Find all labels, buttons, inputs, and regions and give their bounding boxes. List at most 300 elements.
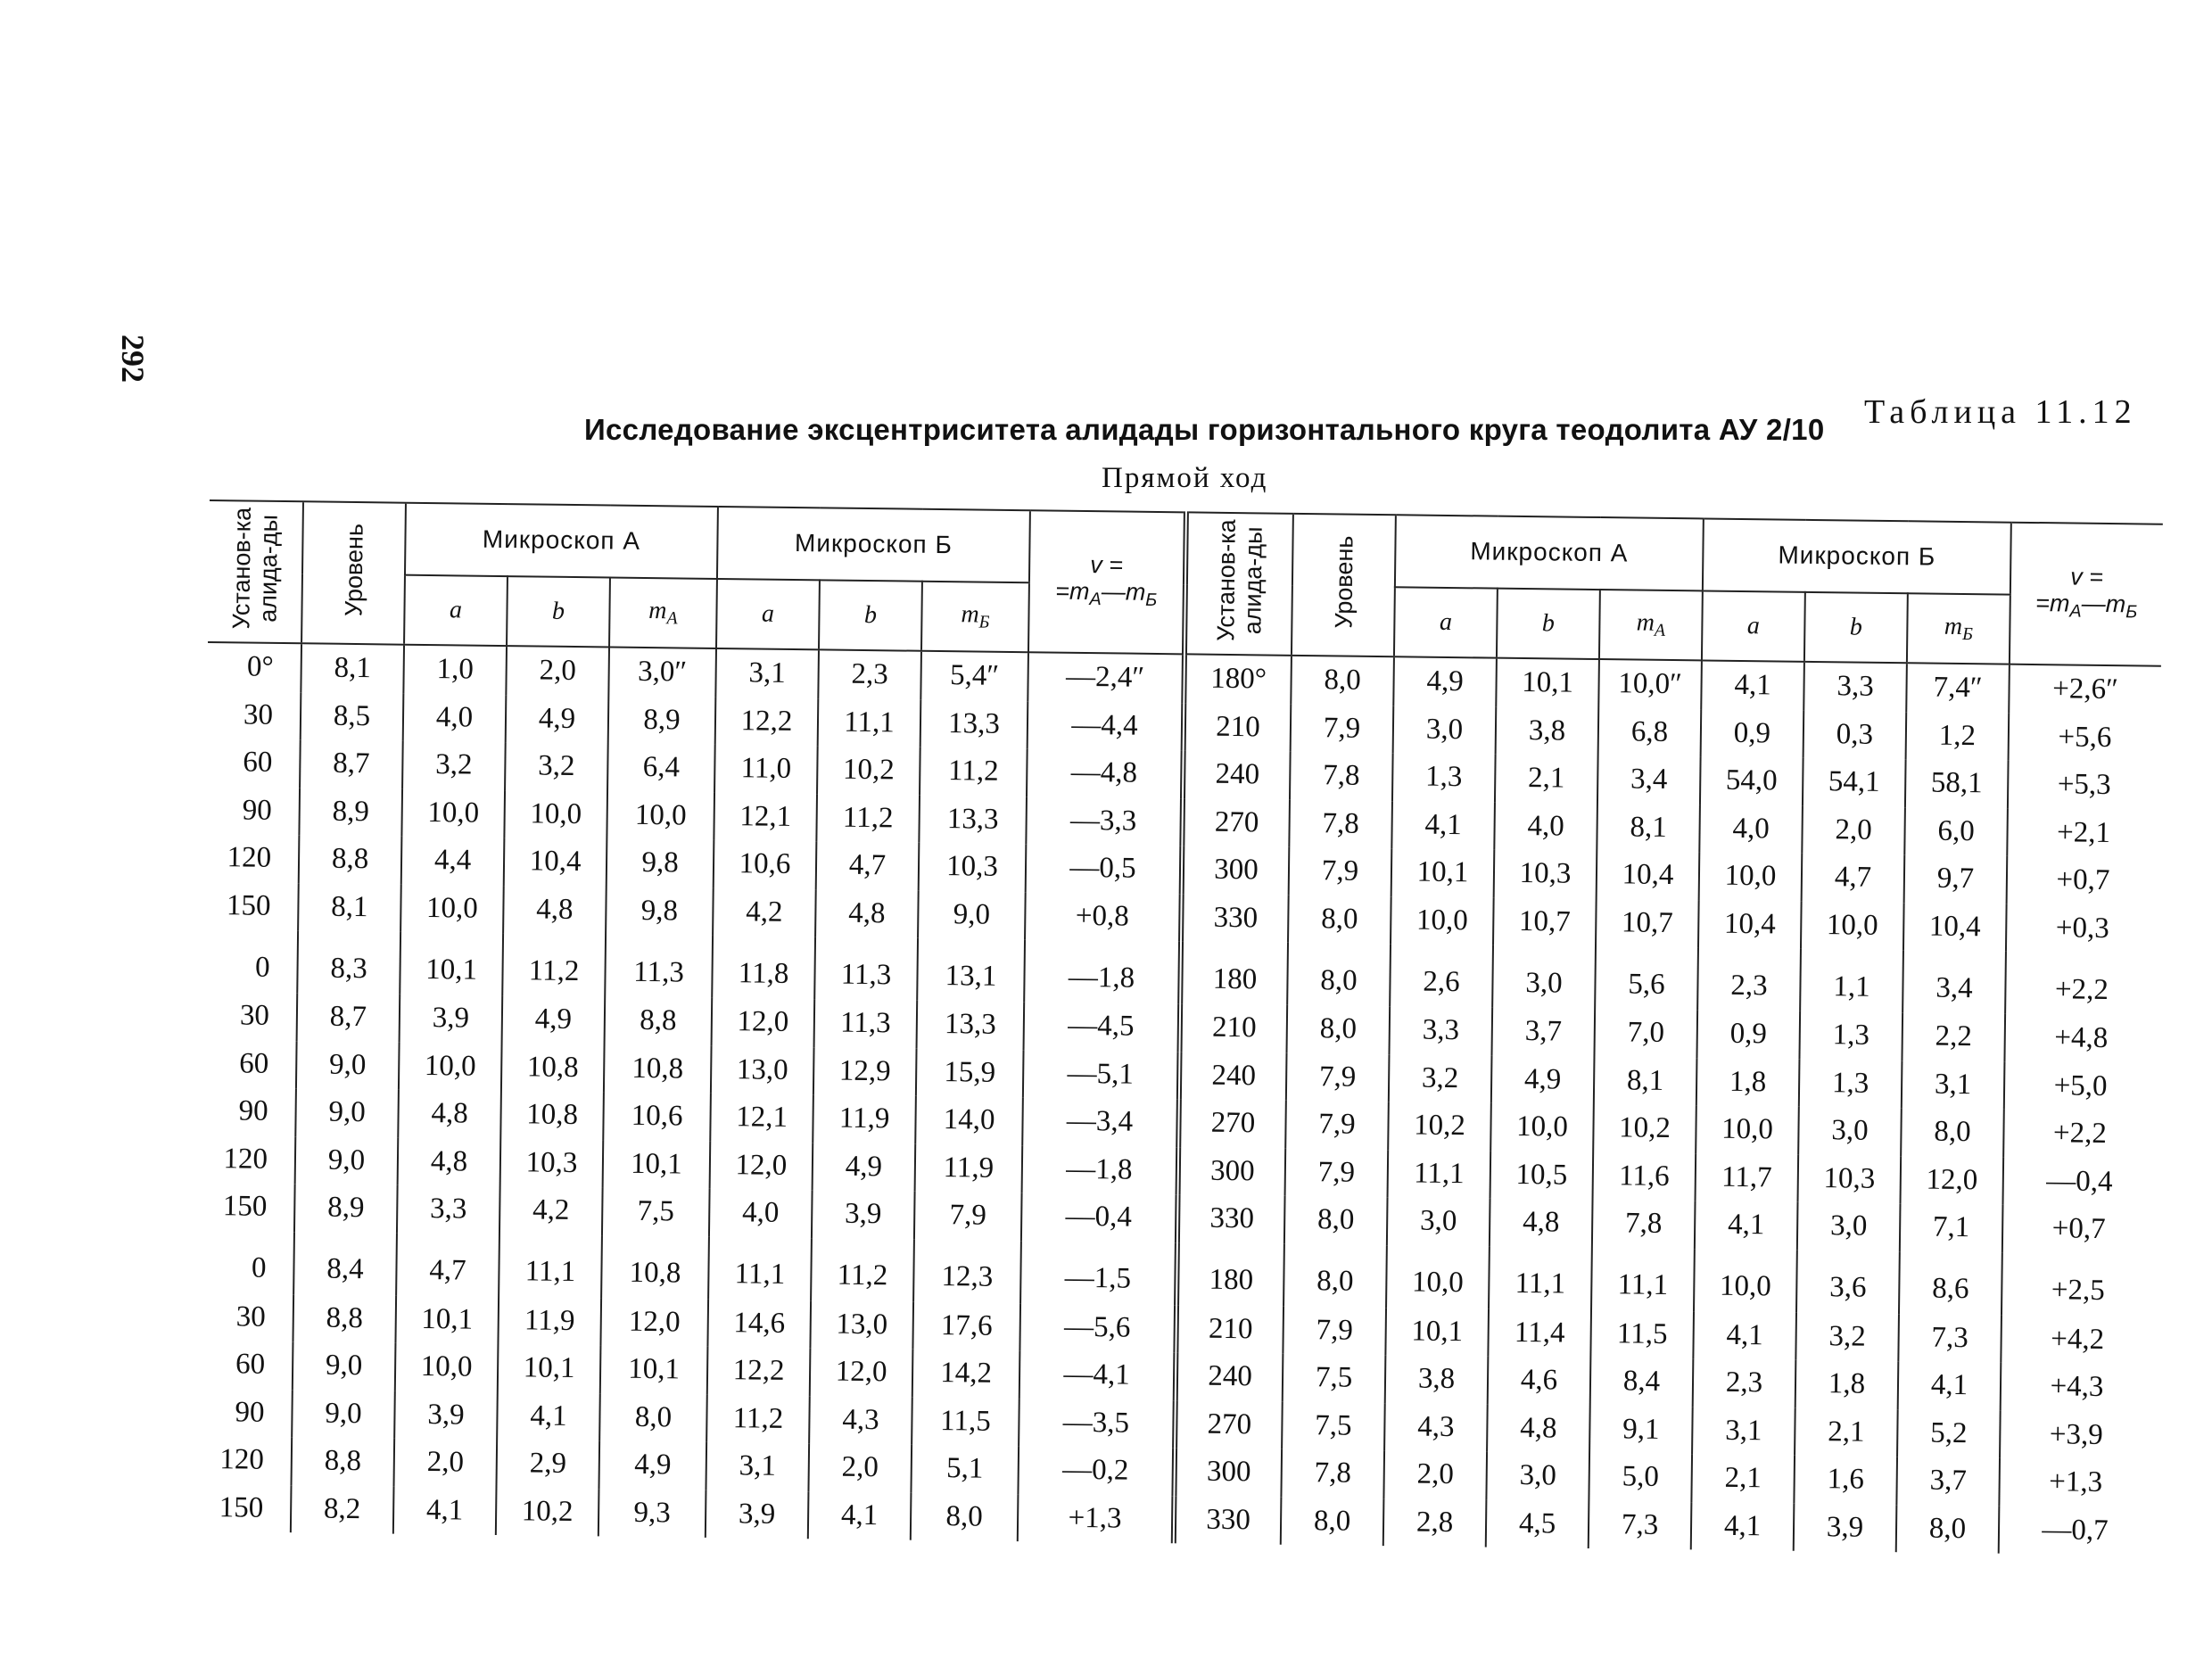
cell-level: 8,7	[297, 993, 400, 1042]
header-v-left-prefix: =m	[1055, 577, 1090, 606]
cell-setting-r: 270	[1178, 1099, 1286, 1148]
cell-m-b-r: 2,2	[1902, 1012, 2005, 1061]
cell-m-a: 12,0	[600, 1298, 708, 1347]
header-level-right-text: Уровень	[1329, 535, 1358, 629]
cell-level: 8,8	[293, 1294, 396, 1343]
cell-b-mic-a-r: 3,0	[1486, 1452, 1589, 1501]
cell-b-mic-b-r: 3,3	[1803, 662, 1907, 712]
cell-m-a: 6,4	[607, 743, 715, 792]
cell-a-mic-a-r: 4,3	[1384, 1403, 1488, 1452]
cell-m-a: 4,9	[598, 1440, 706, 1490]
header-m-a-right-sub: A	[1654, 620, 1666, 640]
cell-m-a: 7,5	[602, 1187, 710, 1236]
cell-b-mic-b-r: 3,2	[1795, 1312, 1899, 1361]
cell-m-a-r: 10,4	[1597, 851, 1700, 900]
cell-v-r: +0,7	[2002, 1205, 2155, 1255]
cell-b-mic-b: 4,7	[816, 841, 920, 890]
cell-b-mic-a: 2,9	[496, 1440, 599, 1489]
cell-v: —0,5	[1026, 844, 1183, 894]
cell-m-a-r: 7,8	[1592, 1200, 1696, 1249]
cell-setting: 0	[251, 1251, 267, 1284]
cell-setting: 60	[239, 1047, 269, 1080]
cell-m-a: 8,8	[605, 996, 713, 1045]
cell-setting-r: 330	[1181, 894, 1289, 943]
cell-a-mic-b: 12,1	[714, 792, 817, 841]
cell-level: 9,0	[295, 1088, 399, 1137]
cell-v: —3,3	[1026, 796, 1183, 846]
cell-v-r: +4,2	[2001, 1315, 2153, 1365]
cell-a-mic-a: 3,9	[400, 995, 503, 1044]
cell-a-mic-b-r: 10,0	[1694, 1249, 1797, 1312]
cell-b-mic-b-r: 54,1	[1803, 758, 1906, 807]
cell-level-r: 7,9	[1286, 1052, 1390, 1102]
cell-m-b-r: 6,0	[1904, 807, 2008, 856]
header-microscope-b-left: Микроскоп Б	[717, 507, 1030, 582]
cell-b-mic-a: 10,0	[504, 790, 607, 839]
cell-level-r: 7,5	[1283, 1354, 1386, 1403]
cell-setting: 90	[242, 794, 272, 827]
cell-b-mic-b: 11,3	[814, 937, 918, 1000]
header-v-left-sub-a: A	[1089, 590, 1102, 610]
cell-b-mic-b-r: 3,0	[1797, 1202, 1901, 1251]
cell-m-a: 9,3	[598, 1489, 706, 1538]
cell-v-r: —0,7	[1999, 1506, 2151, 1556]
cell-v-r: +4,3	[2001, 1363, 2153, 1413]
cell-a-mic-b-r: 0,9	[1696, 1010, 1800, 1059]
cell-v: —0,4	[1021, 1193, 1178, 1242]
cell-b-mic-a-r: 2,1	[1495, 755, 1598, 804]
cell-b-mic-b-r: 1,1	[1800, 949, 1903, 1012]
header-m-a-right-m: m	[1636, 608, 1655, 637]
cell-v: —4,1	[1019, 1350, 1176, 1400]
cell-a-mic-b-r: 54,0	[1700, 756, 1803, 805]
cell-a-mic-a-r: 3,2	[1389, 1054, 1492, 1103]
cell-setting-r: 240	[1183, 750, 1291, 799]
cell-a-mic-a: 4,8	[398, 1090, 501, 1139]
cell-a-mic-b: 12,0	[712, 998, 815, 1047]
cell-a-mic-a: 10,0	[401, 788, 505, 838]
cell-b-mic-b: 12,9	[813, 1047, 917, 1096]
cell-setting-r: 300	[1178, 1147, 1286, 1196]
cell-a-mic-b-r: 4,1	[1691, 1502, 1795, 1551]
cell-m-b-r: 5,2	[1897, 1409, 2001, 1458]
cell-m-b-r: 3,4	[1902, 950, 2006, 1013]
cell-m-b-r: 8,0	[1896, 1505, 2000, 1554]
cell-b-mic-a: 4,2	[499, 1186, 603, 1235]
cell-m-a: 10,6	[603, 1092, 711, 1141]
cell-setting: 90	[238, 1094, 268, 1128]
cell-level: 9,0	[293, 1341, 396, 1391]
cell-a-mic-b: 10,6	[714, 840, 817, 889]
cell-b-mic-b-r: 1,6	[1794, 1456, 1897, 1505]
cell-m-b-r: 7,4″	[1906, 663, 2010, 713]
header-m-b-left-sub: Б	[978, 612, 990, 632]
cell-m-a-r: 11,6	[1593, 1152, 1696, 1201]
cell-b-mic-a: 11,9	[498, 1297, 601, 1346]
cell-m-a: 11,3	[605, 934, 713, 997]
cell-v: +1,3	[1018, 1494, 1175, 1544]
cell-v-r: +2,1	[2007, 808, 2159, 858]
cell-m-b: 13,3	[919, 795, 1027, 844]
cell-v-r: —0,4	[2002, 1157, 2155, 1207]
cell-a-mic-b: 14,6	[707, 1299, 811, 1348]
cell-v-r: +0,3	[2006, 904, 2158, 953]
header-m-b-right-m: m	[1944, 612, 1963, 640]
cell-b-mic-a: 11,2	[502, 933, 606, 996]
cell-m-a-r: 10,2	[1593, 1104, 1696, 1153]
header-b-mic-b-right: b	[1804, 591, 1908, 663]
header-m-b-left-m: m	[961, 600, 979, 629]
cell-setting: 30	[239, 999, 270, 1033]
cell-level-r: 7,9	[1285, 1101, 1389, 1150]
header-v-right-line1: v =	[2070, 563, 2104, 590]
cell-b-mic-a-r: 4,9	[1491, 1055, 1595, 1104]
cell-b-mic-a-r: 10,5	[1490, 1151, 1594, 1200]
cell-m-a-r: 11,5	[1590, 1309, 1694, 1358]
cell-level: 8,7	[300, 739, 403, 788]
cell-level: 8,5	[301, 692, 404, 741]
cell-b-mic-b: 13,0	[810, 1300, 913, 1349]
cell-b-mic-b: 2,3	[818, 649, 921, 699]
cell-v: —1,8	[1024, 939, 1181, 1003]
cell-m-a: 8,0	[599, 1393, 707, 1442]
cell-m-a-r: 7,3	[1589, 1500, 1692, 1549]
cell-m-b: 10,3	[919, 843, 1027, 892]
cell-level-r: 7,8	[1281, 1449, 1384, 1498]
cell-m-b-r: 8,6	[1899, 1251, 2002, 1315]
header-b-mic-b-left: b	[819, 580, 922, 651]
cell-level: 8,1	[301, 643, 404, 693]
cell-m-b-r: 1,2	[1906, 712, 2010, 761]
cell-level-r: 8,0	[1287, 943, 1391, 1006]
cell-a-mic-a: 4,8	[398, 1137, 501, 1186]
header-m-a-right	[1599, 590, 1703, 661]
cell-a-mic-a: 3,2	[402, 741, 506, 790]
cell-m-b: 5,1	[911, 1445, 1019, 1494]
cell-m-a: 8,9	[608, 696, 716, 745]
cell-m-a: 9,8	[607, 838, 714, 887]
cell-a-mic-b-r: 4,1	[1693, 1311, 1796, 1360]
cell-setting: 150	[219, 1490, 264, 1524]
cell-a-mic-a: 4,7	[396, 1233, 499, 1296]
header-setting-left-text: Установ-ка алида-ды	[227, 507, 283, 630]
cell-a-mic-a-r: 4,9	[1393, 656, 1497, 706]
cell-m-b: 5,4″	[920, 651, 1028, 701]
cell-a-mic-a-r: 2,6	[1390, 944, 1493, 1007]
cell-level-r: 8,0	[1291, 656, 1394, 706]
cell-setting: 150	[222, 1190, 268, 1224]
cell-level-r: 8,0	[1283, 1243, 1387, 1307]
cell-b-mic-b-r: 2,0	[1802, 805, 1905, 854]
cell-m-a-r: 3,4	[1597, 755, 1701, 805]
cell-b-mic-b-r: 1,3	[1799, 1011, 1902, 1061]
cell-a-mic-a-r: 10,2	[1388, 1102, 1491, 1151]
cell-a-mic-a-r: 10,0	[1386, 1245, 1490, 1308]
cell-m-b: 11,9	[915, 1143, 1023, 1193]
cell-b-mic-b: 11,1	[818, 698, 921, 747]
cell-setting: 90	[235, 1396, 265, 1429]
header-m-b-left	[921, 581, 1029, 652]
header-a-mic-b-right: a	[1702, 590, 1805, 662]
cell-a-mic-a: 3,3	[397, 1185, 500, 1234]
cell-m-a-r: 8,1	[1597, 804, 1700, 853]
cell-m-a: 3,0″	[608, 647, 716, 697]
cell-level: 9,0	[295, 1136, 399, 1185]
cell-a-mic-a-r: 11,1	[1388, 1150, 1491, 1199]
cell-setting-r: 300	[1174, 1448, 1282, 1497]
cell-level: 8,2	[291, 1485, 394, 1534]
cell-b-mic-b-r: 1,3	[1799, 1059, 1902, 1108]
cell-setting: 30	[243, 698, 274, 731]
cell-m-a: 10,8	[604, 1044, 712, 1094]
cell-setting: 30	[235, 1300, 267, 1333]
cell-level: 8,1	[298, 883, 401, 932]
cell-m-b-r: 3,1	[1902, 1061, 2005, 1110]
header-level-right	[1292, 514, 1396, 656]
header-v-right-sub-b: Б	[2125, 602, 2138, 623]
cell-b-mic-b: 11,9	[813, 1094, 916, 1143]
cell-b-mic-b-r: 3,6	[1796, 1250, 1900, 1313]
cell-setting: 120	[223, 1142, 268, 1176]
cell-a-mic-b-r: 1,8	[1696, 1058, 1800, 1107]
cell-setting-r: 210	[1184, 703, 1292, 752]
cell-b-mic-a-r: 3,7	[1491, 1008, 1595, 1057]
cell-b-mic-b: 10,2	[817, 746, 920, 795]
cell-b-mic-a-r: 4,8	[1490, 1199, 1593, 1248]
cell-b-mic-b-r: 3,9	[1794, 1503, 1897, 1552]
cell-a-mic-b-r: 0,9	[1701, 709, 1804, 758]
cell-a-mic-b: 4,0	[709, 1189, 813, 1238]
cell-v: —4,5	[1024, 1002, 1181, 1052]
cell-b-mic-a-r: 11,1	[1489, 1246, 1592, 1309]
header-v-right-dash: —m	[2081, 590, 2126, 618]
cell-b-mic-a: 4,9	[502, 995, 606, 1044]
cell-setting-r: 180°	[1184, 654, 1292, 704]
cell-level-r: 7,5	[1282, 1401, 1385, 1450]
header-a-mic-a-left: a	[404, 574, 508, 646]
cell-v-r: +4,8	[2004, 1014, 2157, 1064]
cell-v-r: +0,7	[2007, 856, 2159, 906]
cell-a-mic-a: 10,0	[399, 1042, 502, 1091]
cell-m-b: 11,2	[920, 747, 1028, 796]
cell-level-r: 7,9	[1283, 1306, 1386, 1355]
cell-v: +0,8	[1025, 892, 1182, 942]
cell-a-mic-a-r: 2,0	[1383, 1450, 1487, 1499]
cell-b-mic-a: 10,2	[496, 1488, 599, 1537]
table-subtitle: Прямой ход	[1102, 462, 1268, 494]
cell-b-mic-b-r: 3,0	[1798, 1107, 1902, 1156]
cell-m-b: 13,3	[920, 699, 1028, 748]
cell-a-mic-a-r: 10,1	[1385, 1308, 1489, 1357]
cell-m-b-r: 10,4	[1903, 903, 2007, 952]
cell-v: —2,4″	[1028, 652, 1184, 703]
cell-m-b-r: 58,1	[1905, 759, 2009, 808]
cell-level: 8,9	[299, 788, 402, 837]
header-microscope-a-left: Микроскоп А	[405, 503, 718, 579]
cell-level-r: 8,0	[1284, 1196, 1388, 1245]
cell-b-mic-a: 2,0	[506, 646, 609, 696]
cell-v-r: +5,6	[2009, 713, 2161, 763]
header-v-right-prefix: =m	[2035, 590, 2070, 617]
cell-setting-r: 240	[1176, 1352, 1283, 1401]
cell-b-mic-a: 10,4	[504, 838, 607, 887]
cell-setting: 120	[227, 841, 272, 875]
cell-m-b-r: 8,0	[1901, 1108, 2004, 1157]
header-v-left-dash: —m	[1101, 578, 1146, 606]
cell-a-mic-b: 3,1	[715, 648, 819, 698]
cell-m-a-r: 10,7	[1596, 899, 1699, 948]
cell-m-b: 8,0	[911, 1492, 1019, 1541]
cell-m-b: 13,1	[917, 938, 1025, 1002]
header-m-a-left	[609, 577, 717, 648]
cell-a-mic-a: 10,1	[395, 1295, 499, 1344]
cell-b-mic-a: 4,8	[503, 886, 607, 935]
cell-m-a-r: 11,1	[1591, 1247, 1695, 1310]
cell-b-mic-b: 11,2	[816, 794, 920, 843]
cell-a-mic-a: 3,9	[394, 1391, 498, 1440]
cell-setting: 120	[219, 1443, 265, 1477]
cell-m-b: 14,2	[912, 1349, 1020, 1399]
cell-m-b-r: 7,1	[1900, 1203, 2003, 1252]
cell-a-mic-a: 4,1	[393, 1486, 497, 1535]
cell-b-mic-b-r: 10,0	[1801, 901, 1904, 950]
cell-level: 9,0	[296, 1041, 400, 1090]
cell-level: 8,4	[293, 1232, 397, 1295]
cell-v: —5,6	[1019, 1303, 1176, 1353]
cell-b-mic-a-r: 4,5	[1486, 1499, 1589, 1548]
header-level-left	[301, 501, 406, 644]
cell-setting: 60	[243, 746, 273, 780]
cell-b-mic-a-r: 3,0	[1492, 945, 1596, 1009]
cell-a-mic-a-r: 3,0	[1393, 706, 1497, 755]
page-number: 292	[115, 334, 151, 383]
cell-a-mic-b: 3,9	[706, 1490, 809, 1539]
cell-m-a: 10,0	[607, 791, 714, 840]
cell-setting: 0°	[246, 650, 274, 684]
cell-b-mic-b: 4,1	[808, 1491, 912, 1540]
cell-v-r: +2,2	[2005, 952, 2158, 1016]
cell-level-r: 7,9	[1285, 1148, 1389, 1197]
table-body	[197, 642, 2161, 1556]
header-setting-left	[208, 500, 303, 643]
cell-b-mic-a-r: 4,0	[1494, 802, 1597, 851]
cell-a-mic-b: 11,8	[712, 936, 815, 999]
cell-a-mic-b: 11,1	[708, 1236, 812, 1300]
cell-b-mic-a-r: 10,0	[1490, 1103, 1594, 1152]
cell-a-mic-a: 4,0	[403, 693, 507, 742]
cell-level-r: 7,8	[1289, 799, 1392, 848]
cell-v-r: +5,3	[2008, 761, 2160, 811]
cell-b-mic-b-r: 4,7	[1802, 854, 1905, 903]
cell-setting-r: 180	[1180, 941, 1288, 1004]
cell-a-mic-b: 11,2	[706, 1394, 810, 1443]
header-b-mic-a-left: b	[507, 576, 610, 648]
cell-a-mic-a: 4,4	[401, 837, 505, 886]
cell-level: 8,8	[299, 835, 402, 884]
cell-setting-r: 210	[1180, 1003, 1288, 1052]
cell-setting-r: 300	[1182, 846, 1290, 895]
cell-a-mic-b: 12,2	[715, 697, 819, 746]
header-a-mic-a-right: a	[1394, 587, 1498, 658]
cell-setting: 60	[235, 1348, 266, 1382]
header-setting-right-text: Установ-ка алида-ды	[1212, 519, 1267, 642]
cell-setting-r: 330	[1177, 1194, 1285, 1243]
cell-m-a-r: 5,6	[1595, 946, 1698, 1010]
header-v-left-sub-b: Б	[1145, 590, 1158, 610]
cell-a-mic-b: 12,1	[710, 1094, 813, 1143]
cell-b-mic-a-r: 3,8	[1496, 706, 1599, 755]
cell-m-b: 13,3	[917, 1001, 1025, 1050]
cell-m-a: 10,1	[603, 1140, 711, 1189]
cell-setting-r: 270	[1182, 798, 1290, 847]
cell-a-mic-b-r: 3,1	[1692, 1407, 1795, 1456]
cell-a-mic-a: 10,1	[400, 932, 503, 995]
cell-b-mic-b: 11,3	[814, 999, 918, 1048]
header-m-a-left-sub: A	[666, 608, 678, 629]
cell-v-r: +2,2	[2003, 1110, 2156, 1160]
cell-a-mic-a: 10,0	[395, 1343, 499, 1392]
cell-a-mic-b: 11,0	[714, 745, 818, 794]
cell-level-r: 8,0	[1287, 1005, 1391, 1054]
header-m-b-right	[1907, 593, 2010, 664]
cell-b-mic-a: 10,1	[498, 1344, 601, 1393]
cell-a-mic-b-r: 11,7	[1696, 1153, 1799, 1202]
cell-b-mic-b: 3,9	[812, 1190, 915, 1239]
cell-a-mic-b-r: 10,0	[1696, 1105, 1799, 1154]
cell-b-mic-a: 10,8	[500, 1091, 604, 1140]
cell-v-r: +5,0	[2004, 1061, 2157, 1111]
cell-a-mic-b: 12,2	[707, 1347, 811, 1396]
cell-v: —4,8	[1027, 748, 1184, 798]
header-m-b-right-sub: Б	[1961, 623, 1973, 644]
cell-b-mic-b-r: 10,3	[1798, 1154, 1902, 1203]
cell-b-mic-a: 10,8	[501, 1044, 605, 1093]
cell-m-b-r: 3,7	[1896, 1457, 2000, 1506]
cell-a-mic-b: 12,0	[710, 1141, 813, 1190]
table-label: Таблица 11.12	[1864, 393, 2137, 431]
header-m-a-left-m: m	[648, 596, 667, 625]
cell-setting: 150	[226, 889, 271, 922]
cell-m-b-r: 4,1	[1898, 1361, 2002, 1410]
header-setting-right	[1184, 512, 1293, 655]
header-v-right-sub-a: A	[2069, 601, 2082, 622]
cell-b-mic-a: 10,3	[500, 1139, 604, 1188]
cell-a-mic-a-r: 3,3	[1390, 1006, 1493, 1055]
cell-v: —1,8	[1022, 1145, 1179, 1195]
cell-m-a-r: 5,0	[1589, 1453, 1692, 1502]
cell-setting-r: 210	[1176, 1305, 1283, 1354]
cell-setting-r: 240	[1179, 1052, 1287, 1101]
cell-m-b-r: 12,0	[1900, 1156, 2003, 1205]
cell-v-r: +2,6″	[2009, 664, 2161, 715]
cell-a-mic-a-r: 10,1	[1391, 848, 1495, 897]
cell-b-mic-a: 11,1	[499, 1234, 602, 1298]
cell-v: —4,4	[1028, 701, 1184, 751]
cell-a-mic-a-r: 10,0	[1391, 896, 1494, 945]
cell-a-mic-a: 10,0	[400, 884, 504, 933]
cell-m-b: 9,0	[918, 890, 1026, 939]
cell-a-mic-b-r: 4,1	[1701, 660, 1804, 710]
cell-setting-r: 330	[1174, 1496, 1282, 1545]
cell-v: —5,1	[1023, 1050, 1180, 1100]
cell-m-b: 17,6	[912, 1301, 1020, 1350]
cell-m-b-r: 7,3	[1898, 1314, 2002, 1363]
cell-b-mic-b: 12,0	[810, 1348, 913, 1397]
cell-b-mic-b-r: 1,8	[1795, 1360, 1899, 1409]
cell-m-a-r: 10,0″	[1598, 659, 1702, 709]
cell-a-mic-b-r: 4,1	[1695, 1201, 1798, 1250]
cell-level: 8,9	[294, 1184, 398, 1233]
